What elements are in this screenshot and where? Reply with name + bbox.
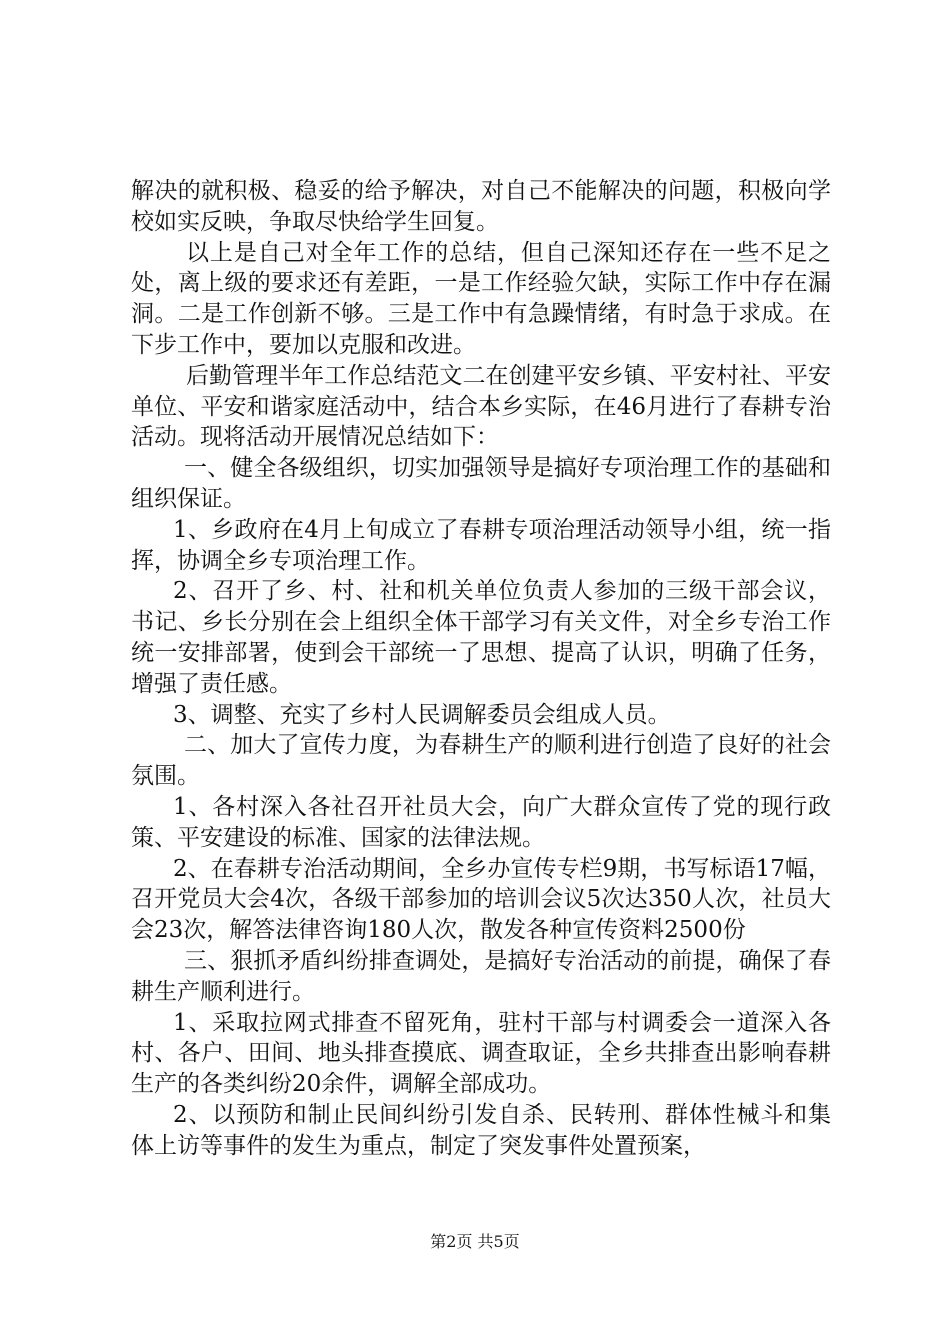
paragraph: 1、各村深入各社召开社员大会，向广大群众宣传了党的现行政策、平安建设的标准、国家的法律法规。 — [131, 793, 831, 851]
section-heading: 二、加大了宣传力度，为春耕生产的顺利进行创造了良好的社会氛围。 — [131, 732, 831, 790]
page-footer — [0, 1232, 950, 1252]
paragraph: 以上是自己对全年工作的总结，但自己深知还存在一些不足之处，离上级的要求还有差距，一是工作经验欠缺，实际工作中存在漏洞。二是工作创新不够。三是工作中有急躁情绪，有时急于求成。在下步工作中，要加以克服和改进。 — [131, 239, 831, 358]
page-number-label: 第2页 共5页 — [430, 1232, 520, 1251]
paragraph: 1、采取拉网式排查不留死角，驻村干部与村调委会一道深入各村、各户、田间、地头排查摸底、调查取证，全乡共排查出影响春耕生产的各类纠纷20余件，调解全部成功。 — [131, 1009, 831, 1098]
section-heading: 一、健全各级组织，切实加强领导是搞好专项治理工作的基础和组织保证。 — [131, 455, 831, 512]
paragraph: 2、召开了乡、村、社和机关单位负责人参加的三级干部会议，书记、乡长分别在会上组织全体干部学习有关文件，对全乡专治工作统一安排部署，使到会干部统一了思想、提高了认识，明确了任务，增强了责任感。 — [131, 578, 831, 697]
paragraph: 3、调整、充实了乡村人民调解委员会组成人员。 — [173, 701, 671, 728]
paragraph: 解决的就积极、稳妥的给予解决，对自己不能解决的问题，积极向学校如实反映，争取尽快给学生回复。 — [131, 178, 831, 235]
section-heading: 三、狠抓矛盾纠纷排查调处，是搞好专治活动的前提，确保了春耕生产顺利进行。 — [131, 947, 831, 1005]
paragraph: 后勤管理半年工作总结范文二在创建平安乡镇、平安村社、平安单位、平安和谐家庭活动中，结合本乡实际，在46月进行了春耕专治活动。现将活动开展情况总结如下： — [131, 362, 831, 451]
paragraph: 1、乡政府在4月上旬成立了春耕专项治理活动领导小组，统一指挥，协调全乡专项治理工作。 — [131, 516, 831, 574]
document-body — [131, 176, 831, 1162]
paragraph: 2、在春耕专治活动期间，全乡办宣传专栏9期，书写标语17幅，召开党员大会4次，各级干部参加的培训会议5次达350人次，社员大会23次，解答法律咨询180人次，散发各种宣传资料2500份 — [131, 855, 831, 944]
paragraph: 2、以预防和制止民间纠纷引发自杀、民转刑、群体性械斗和集体上访等事件的发生为重点，制定了突发事件处置预案， — [131, 1101, 831, 1159]
